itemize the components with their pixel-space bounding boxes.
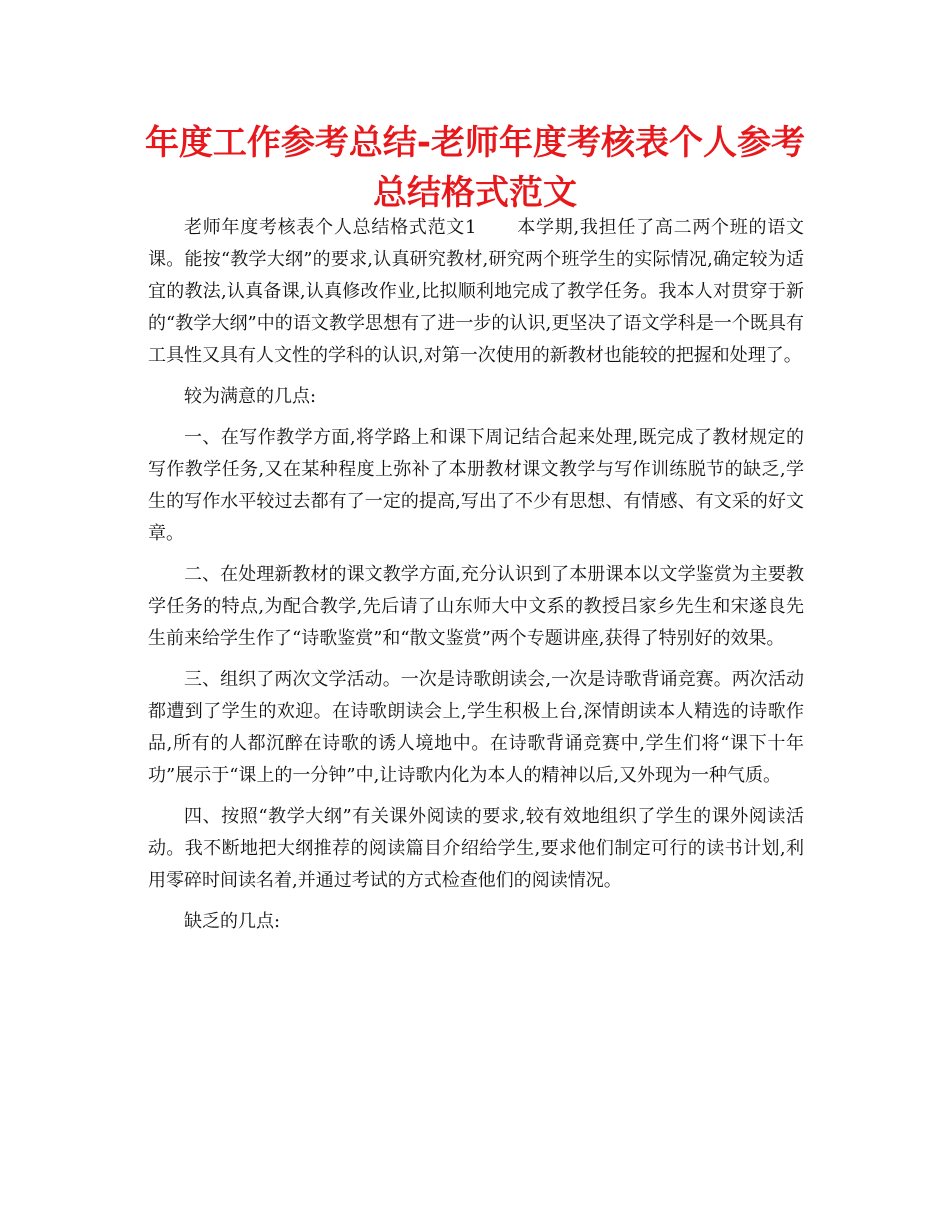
paragraph-point-3: 三、组织了两次文学活动。一次是诗歌朗读会,一次是诗歌背诵竞赛。两次活动都遭到了学生的欢迎。在诗歌朗读会上,学生积极上台,深情朗读本人精选的诗歌作品,所有的人都沉醉在诗歌的诱人境地中。在诗歌背诵竞赛中,学生们将“课下十年功”展示于“课上的一分钟”中,让诗歌内化为本人的精神以后,又外现为一种气质。 bbox=[148, 669, 804, 786]
paragraph-point-1: 一、在写作教学方面,将学路上和课下周记结合起来处理,既完成了教材规定的写作教学任务,又在某种程度上弥补了本册教材课文教学与写作训练脱节的缺乏,学生的写作水平较过去都有了一定的提高,写出了不少有思想、有情感、有文采的好文章。 bbox=[148, 427, 804, 544]
paragraph-intro bbox=[148, 212, 804, 372]
paragraph-point-2: 二、在处理新教材的课文教学方面,充分认识到了本册课本以文学鉴赏为主要教学任务的特点,为配合教学,先后请了山东师大中文系的教授吕家乡先生和宋遂良先生前来给学生作了“诗歌鉴赏”和“散文鉴赏”两个专题讲座,获得了特别好的效果。 bbox=[148, 564, 804, 649]
paragraph-lead: 老师年度考核表个人总结格式范文1 bbox=[184, 217, 477, 238]
paragraph-satisfied-heading: 较为满意的几点: bbox=[184, 386, 317, 407]
paragraph-text: 本学期,我担任了高二两个班的语文课。能按“教学大纲”的要求,认真研究教材,研究两个班学生的实际情况,确定较为适宜的教法,认真备课,认真修改作业,比拟顺利地完成了教学任务。我本人对贯穿于新的“教学大纲”中的语文教学思想有了进一步的认识,更坚决了语文学科是一个既具有工具性又具有人文性的学科的认识,对第一次使用的新教材也能较的把握和处理了。 bbox=[148, 217, 804, 366]
document-title: 年度工作参考总结-老师年度考核表个人参考总结格式范文 bbox=[144, 123, 806, 213]
paragraph-point-4: 四、按照“教学大纲”有关课外阅读的要求,较有效地组织了学生的课外阅读活动。我不断地把大纲推荐的阅读篇目介绍给学生,要求他们制定可行的读书计划,利用零碎时间读名着,并通过考试的方式检查他们的阅读情况。 bbox=[148, 806, 804, 891]
document-body bbox=[148, 212, 804, 947]
paragraph-shortcomings-heading: 缺乏的几点: bbox=[184, 911, 281, 932]
